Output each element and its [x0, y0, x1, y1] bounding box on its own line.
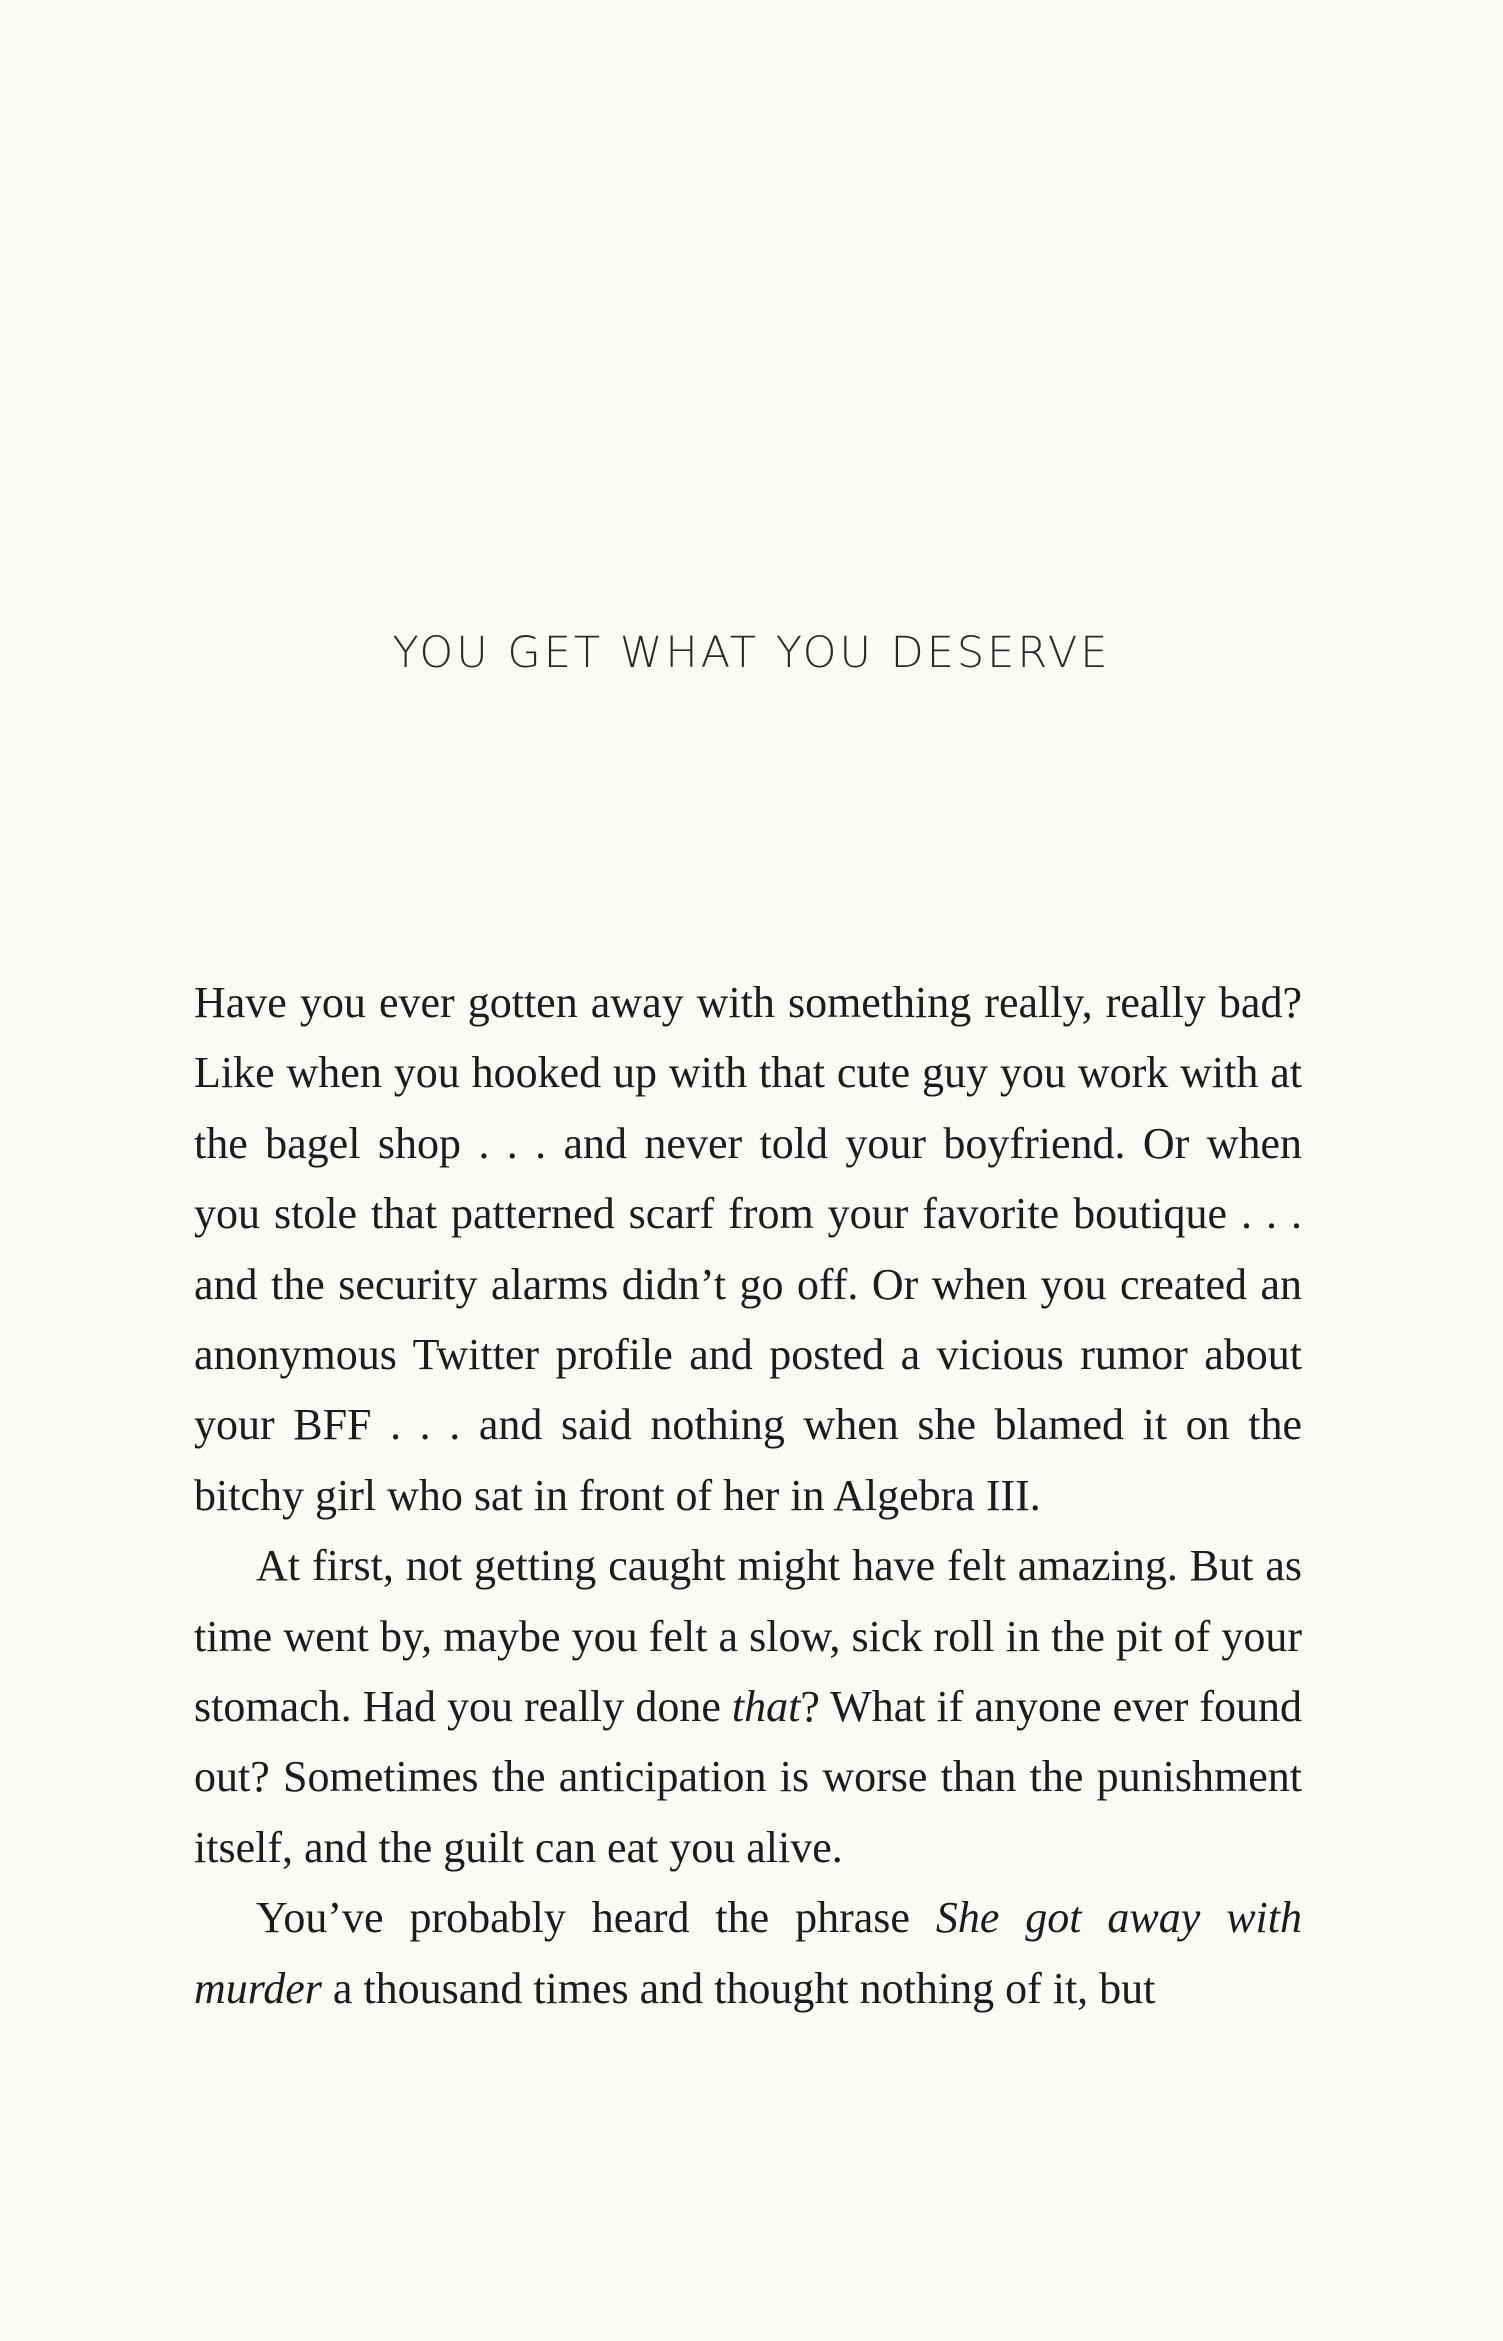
paragraph-3-text-b: a thousand times and thought nothing of it, but	[321, 1963, 1156, 2013]
chapter-title: YOU GET WHAT YOU DESERVE	[392, 628, 1111, 678]
paragraph-2-text-b: ? What if anyone ever found out? Sometimes the anticipation is worse than the punishment itself, and the guilt can eat you alive.	[194, 1682, 1302, 1872]
paragraph-1-text: Have you ever gotten away with something really, really bad? Like when you hooked up with that cute guy you work with at the bagel shop . . . and never told your boyfriend. Or when you stole that patterned scarf from your favorite boutique . . . and the security alarms didn’t go off. Or when you created an anonymous Twitter profile and posted a vicious rumor about your BFF . . . and said nothing when she blamed it on the bitchy girl who sat in front of her in Algebra III.	[194, 978, 1302, 1520]
paragraph-3	[194, 1883, 1302, 2024]
paragraph-2-text-a: At first, not getting caught might have felt amazing. But as time went by, maybe you felt a slow, sick roll in the pit of your stomach. Had you really done	[194, 1541, 1302, 1732]
paragraph-1	[194, 968, 1302, 1531]
paragraph-3-text-a: You’ve probably heard the phrase	[256, 1893, 936, 1943]
paragraph-2	[194, 1531, 1302, 1883]
body-text	[194, 968, 1302, 2024]
emphasis-that: that	[731, 1682, 801, 1732]
emphasis-phrase: She got away with murder	[194, 1893, 1302, 2013]
